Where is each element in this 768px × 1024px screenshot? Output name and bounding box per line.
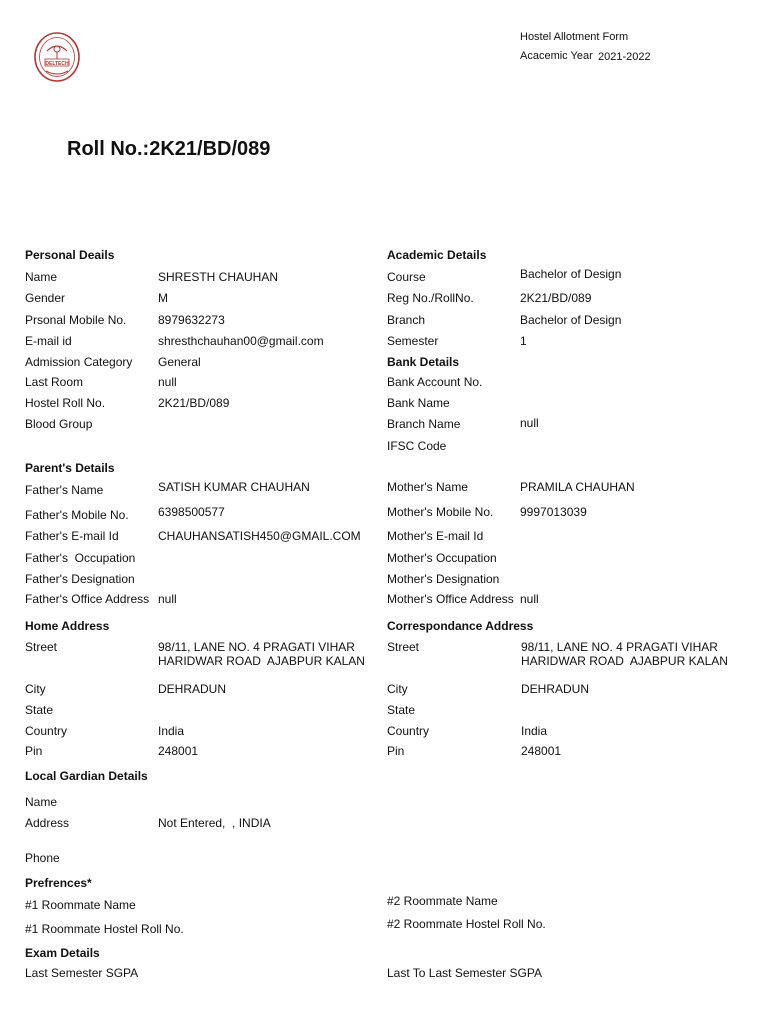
guardian-phone-label: Phone [25,851,60,865]
corr-country-value: India [521,724,548,738]
category-label: Admission Category [25,355,133,369]
academic-heading: Academic Details [387,248,487,262]
hostel-roll-value: 2K21/BD/089 [158,396,230,410]
home-country-value: India [158,724,185,738]
corr-address-heading: Correspondance Address [387,619,534,633]
guardian-address-value: Not Entered, , INDIA [158,816,271,830]
last-room-label: Last Room [25,375,84,389]
reg-label: Reg No./RollNo. [387,291,474,305]
roommate1-roll-label: #1 Roommate Hostel Roll No. [25,922,184,936]
mother-mobile-label: Mother's Mobile No. [387,505,494,519]
bank-branch-label: Branch Name [387,417,461,431]
corr-city-value: DEHRADUN [521,682,590,696]
mother-name-label: Mother's Name [387,480,468,494]
university-logo [33,31,81,83]
father-email-label: Father's E-mail Id [25,529,119,543]
mother-occupation-label: Mother's Occupation [387,551,497,565]
personal-heading: Personal Deails [25,248,115,262]
ifsc-label: IFSC Code [387,439,447,453]
gender-value: M [158,291,168,305]
corr-street-line2: HARIDWAR ROAD AJABPUR KALAN [521,654,728,668]
corr-state-label: State [387,703,416,717]
last-room-value: null [158,375,177,389]
name-label: Name [25,270,58,284]
roommate1-name-label: #1 Roommate Name [25,898,136,912]
home-country-label: Country [25,724,68,738]
gender-label: Gender [25,291,66,305]
corr-pin-label: Pin [387,744,405,758]
form-title: Hostel Allotment Form [520,31,629,43]
category-value: General [158,355,201,369]
guardian-heading: Local Gardian Details [25,769,148,783]
course-label: Course [387,270,426,284]
email-label: E-mail id [25,334,72,348]
bank-branch-value: null [520,416,539,430]
father-name-value: SATISH KUMAR CHAUHAN [158,480,310,494]
year-label: Acacemic Year [520,50,593,62]
father-mobile-label: Father's Mobile No. [25,508,129,522]
mother-designation-label: Mother's Designation [387,572,500,586]
home-street-line2: HARIDWAR ROAD AJABPUR KALAN [158,654,365,668]
home-address-heading: Home Address [25,619,110,633]
semester-value: 1 [520,334,527,348]
home-city-value: DEHRADUN [158,682,227,696]
parents-heading: Parent's Details [25,461,115,475]
reg-value: 2K21/BD/089 [520,291,592,305]
semester-label: Semester [387,334,439,348]
last-sgpa-label: Last Semester SGPA [25,966,139,980]
bank-heading: Bank Details [387,355,460,369]
corr-city-label: City [387,682,408,696]
father-name-label: Father's Name [25,483,104,497]
mobile-value: 8979632273 [158,313,225,327]
father-email-value: CHAUHANSATISH450@GMAIL.COM [158,529,361,543]
hostel-roll-label: Hostel Roll No. [25,396,106,410]
blood-group-label: Blood Group [25,417,93,431]
course-value: Bachelor of Design [520,267,622,281]
father-occupation-label: Father's Occupation [25,551,136,565]
guardian-address-label: Address [25,816,70,830]
father-designation-label: Father's Designation [25,572,135,586]
page-title: Roll No.:2K21/BD/089 [67,138,271,160]
mother-email-label: Mother's E-mail Id [387,529,484,543]
home-state-label: State [25,703,54,717]
last-to-last-sgpa-label: Last To Last Semester SGPA [387,966,542,980]
guardian-name-label: Name [25,795,58,809]
mother-office-value: null [520,592,539,606]
home-street-line1: 98/11, LANE NO. 4 PRAGATI VIHAR [158,640,355,654]
mother-office-label: Mother's Office Address [387,592,514,606]
home-pin-value: 248001 [158,744,199,758]
bank-name-label: Bank Name [387,396,450,410]
roommate2-roll-label: #2 Roommate Hostel Roll No. [387,917,546,931]
logo-text: DELTECH [45,61,69,67]
branch-value: Bachelor of Design [520,313,622,327]
father-office-label: Father's Office Address [25,592,150,606]
mother-name-value: PRAMILA CHAUHAN [520,480,635,494]
corr-street-line1: 98/11, LANE NO. 4 PRAGATI VIHAR [521,640,718,654]
year-value: 2021-2022 [598,51,651,63]
branch-label: Branch [387,313,426,327]
home-pin-label: Pin [25,744,43,758]
home-city-label: City [25,682,46,696]
father-mobile-value: 6398500577 [158,505,225,519]
mother-mobile-value: 9997013039 [520,505,587,519]
corr-street-label: Street [387,640,420,654]
exam-heading: Exam Details [25,946,100,960]
roommate2-name-label: #2 Roommate Name [387,894,498,908]
name-value: SHRESTH CHAUHAN [158,270,279,284]
corr-pin-value: 248001 [521,744,562,758]
preferences-heading: Prefrences* [25,876,92,890]
home-street-label: Street [25,640,58,654]
corr-country-label: Country [387,724,430,738]
mobile-label: Prsonal Mobile No. [25,313,127,327]
bank-account-label: Bank Account No. [387,375,483,389]
email-value: shresthchauhan00@gmail.com [158,334,324,348]
father-office-value: null [158,592,177,606]
